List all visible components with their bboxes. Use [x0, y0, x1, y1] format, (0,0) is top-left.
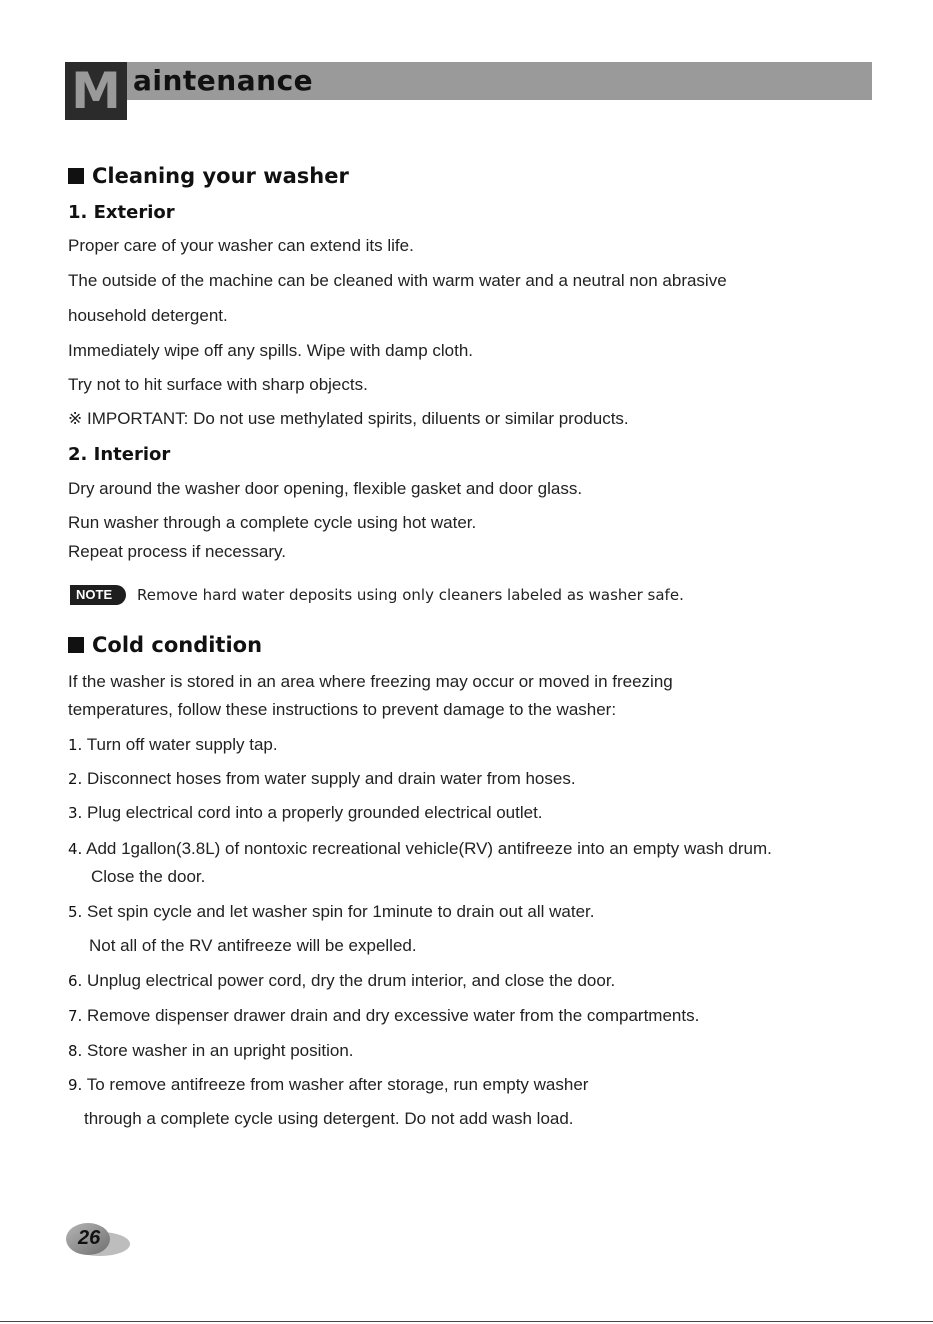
text-line: Repeat process if necessary. [68, 542, 286, 561]
list-text: To remove antifreeze from washer after storage, run empty washer [86, 1075, 589, 1094]
note-badge: NOTE [70, 585, 126, 605]
list-item [68, 902, 594, 922]
list-number: 5. [68, 903, 83, 921]
list-text: Set spin cycle and let washer spin for 1minute to drain out all water. [87, 902, 595, 921]
text-line: The outside of the machine can be cleaned with warm water and a neutral non abrasive [68, 271, 727, 290]
list-number: 9. [68, 1076, 83, 1094]
section-title-text: Cold condition [92, 633, 263, 657]
list-text: Plug electrical cord into a properly grounded electrical outlet. [87, 803, 543, 822]
important-line: ※ IMPORTANT: Do not use methylated spirits, diluents or similar products. [68, 409, 629, 428]
list-text: Remove dispenser drawer drain and dry excessive water from the compartments. [87, 1006, 700, 1025]
list-item-continuation: Not all of the RV antifreeze will be expelled. [89, 936, 417, 955]
bottom-divider [0, 1321, 933, 1322]
list-number: 3. [68, 804, 83, 822]
list-number: 4. [68, 840, 83, 858]
square-bullet-icon [68, 168, 84, 184]
text-line: Immediately wipe off any spills. Wipe with damp cloth. [68, 341, 474, 360]
section-title-cold [68, 633, 262, 657]
list-text: Store washer in an upright position. [87, 1041, 354, 1060]
section-title-cleaning [68, 164, 349, 188]
text-line: Run washer through a complete cycle using hot water. [68, 513, 477, 532]
header-initial-letter: M [65, 62, 127, 120]
list-number: 6. [68, 972, 83, 990]
list-text: Add 1gallon(3.8L) of nontoxic recreational vehicle(RV) antifreeze into an empty wash drum. [86, 839, 772, 858]
text-line: temperatures, follow these instructions to prevent damage to the washer: [68, 700, 617, 719]
list-number: 8. [68, 1042, 83, 1060]
list-item [68, 769, 576, 789]
list-item-continuation: Close the door. [91, 867, 206, 886]
list-item [68, 1006, 699, 1026]
list-text: Unplug electrical power cord, dry the drum interior, and close the door. [87, 971, 616, 990]
note-text: Remove hard water deposits using only cleaners labeled as washer safe. [137, 586, 684, 604]
text-line: If the washer is stored in an area where freezing may occur or moved in freezing [68, 672, 673, 691]
text-line: Proper care of your washer can extend its life. [68, 236, 414, 255]
subheading-interior: 2. Interior [68, 444, 171, 465]
text-line: Dry around the washer door opening, flexible gasket and door glass. [68, 479, 583, 498]
subheading-exterior: 1. Exterior [68, 202, 175, 223]
list-item [68, 971, 615, 991]
list-item [68, 1041, 354, 1061]
section-title-text: Cleaning your washer [92, 164, 349, 188]
list-text: Disconnect hoses from water supply and drain water from hoses. [87, 769, 576, 788]
list-item [68, 1075, 588, 1095]
text-line: Try not to hit surface with sharp objects. [68, 375, 368, 394]
list-text: Turn off water supply tap. [86, 735, 278, 754]
square-bullet-icon [68, 637, 84, 653]
page-title: aintenance [133, 64, 314, 97]
list-item [68, 839, 772, 859]
list-number: 7. [68, 1007, 83, 1025]
list-number: 2. [68, 770, 83, 788]
text-line: household detergent. [68, 306, 228, 325]
list-item-continuation: through a complete cycle using detergent. Do not add wash load. [84, 1109, 574, 1128]
page-number: 26 [78, 1227, 101, 1249]
list-number: 1. [68, 736, 83, 754]
list-item [68, 735, 278, 755]
list-item [68, 803, 543, 823]
